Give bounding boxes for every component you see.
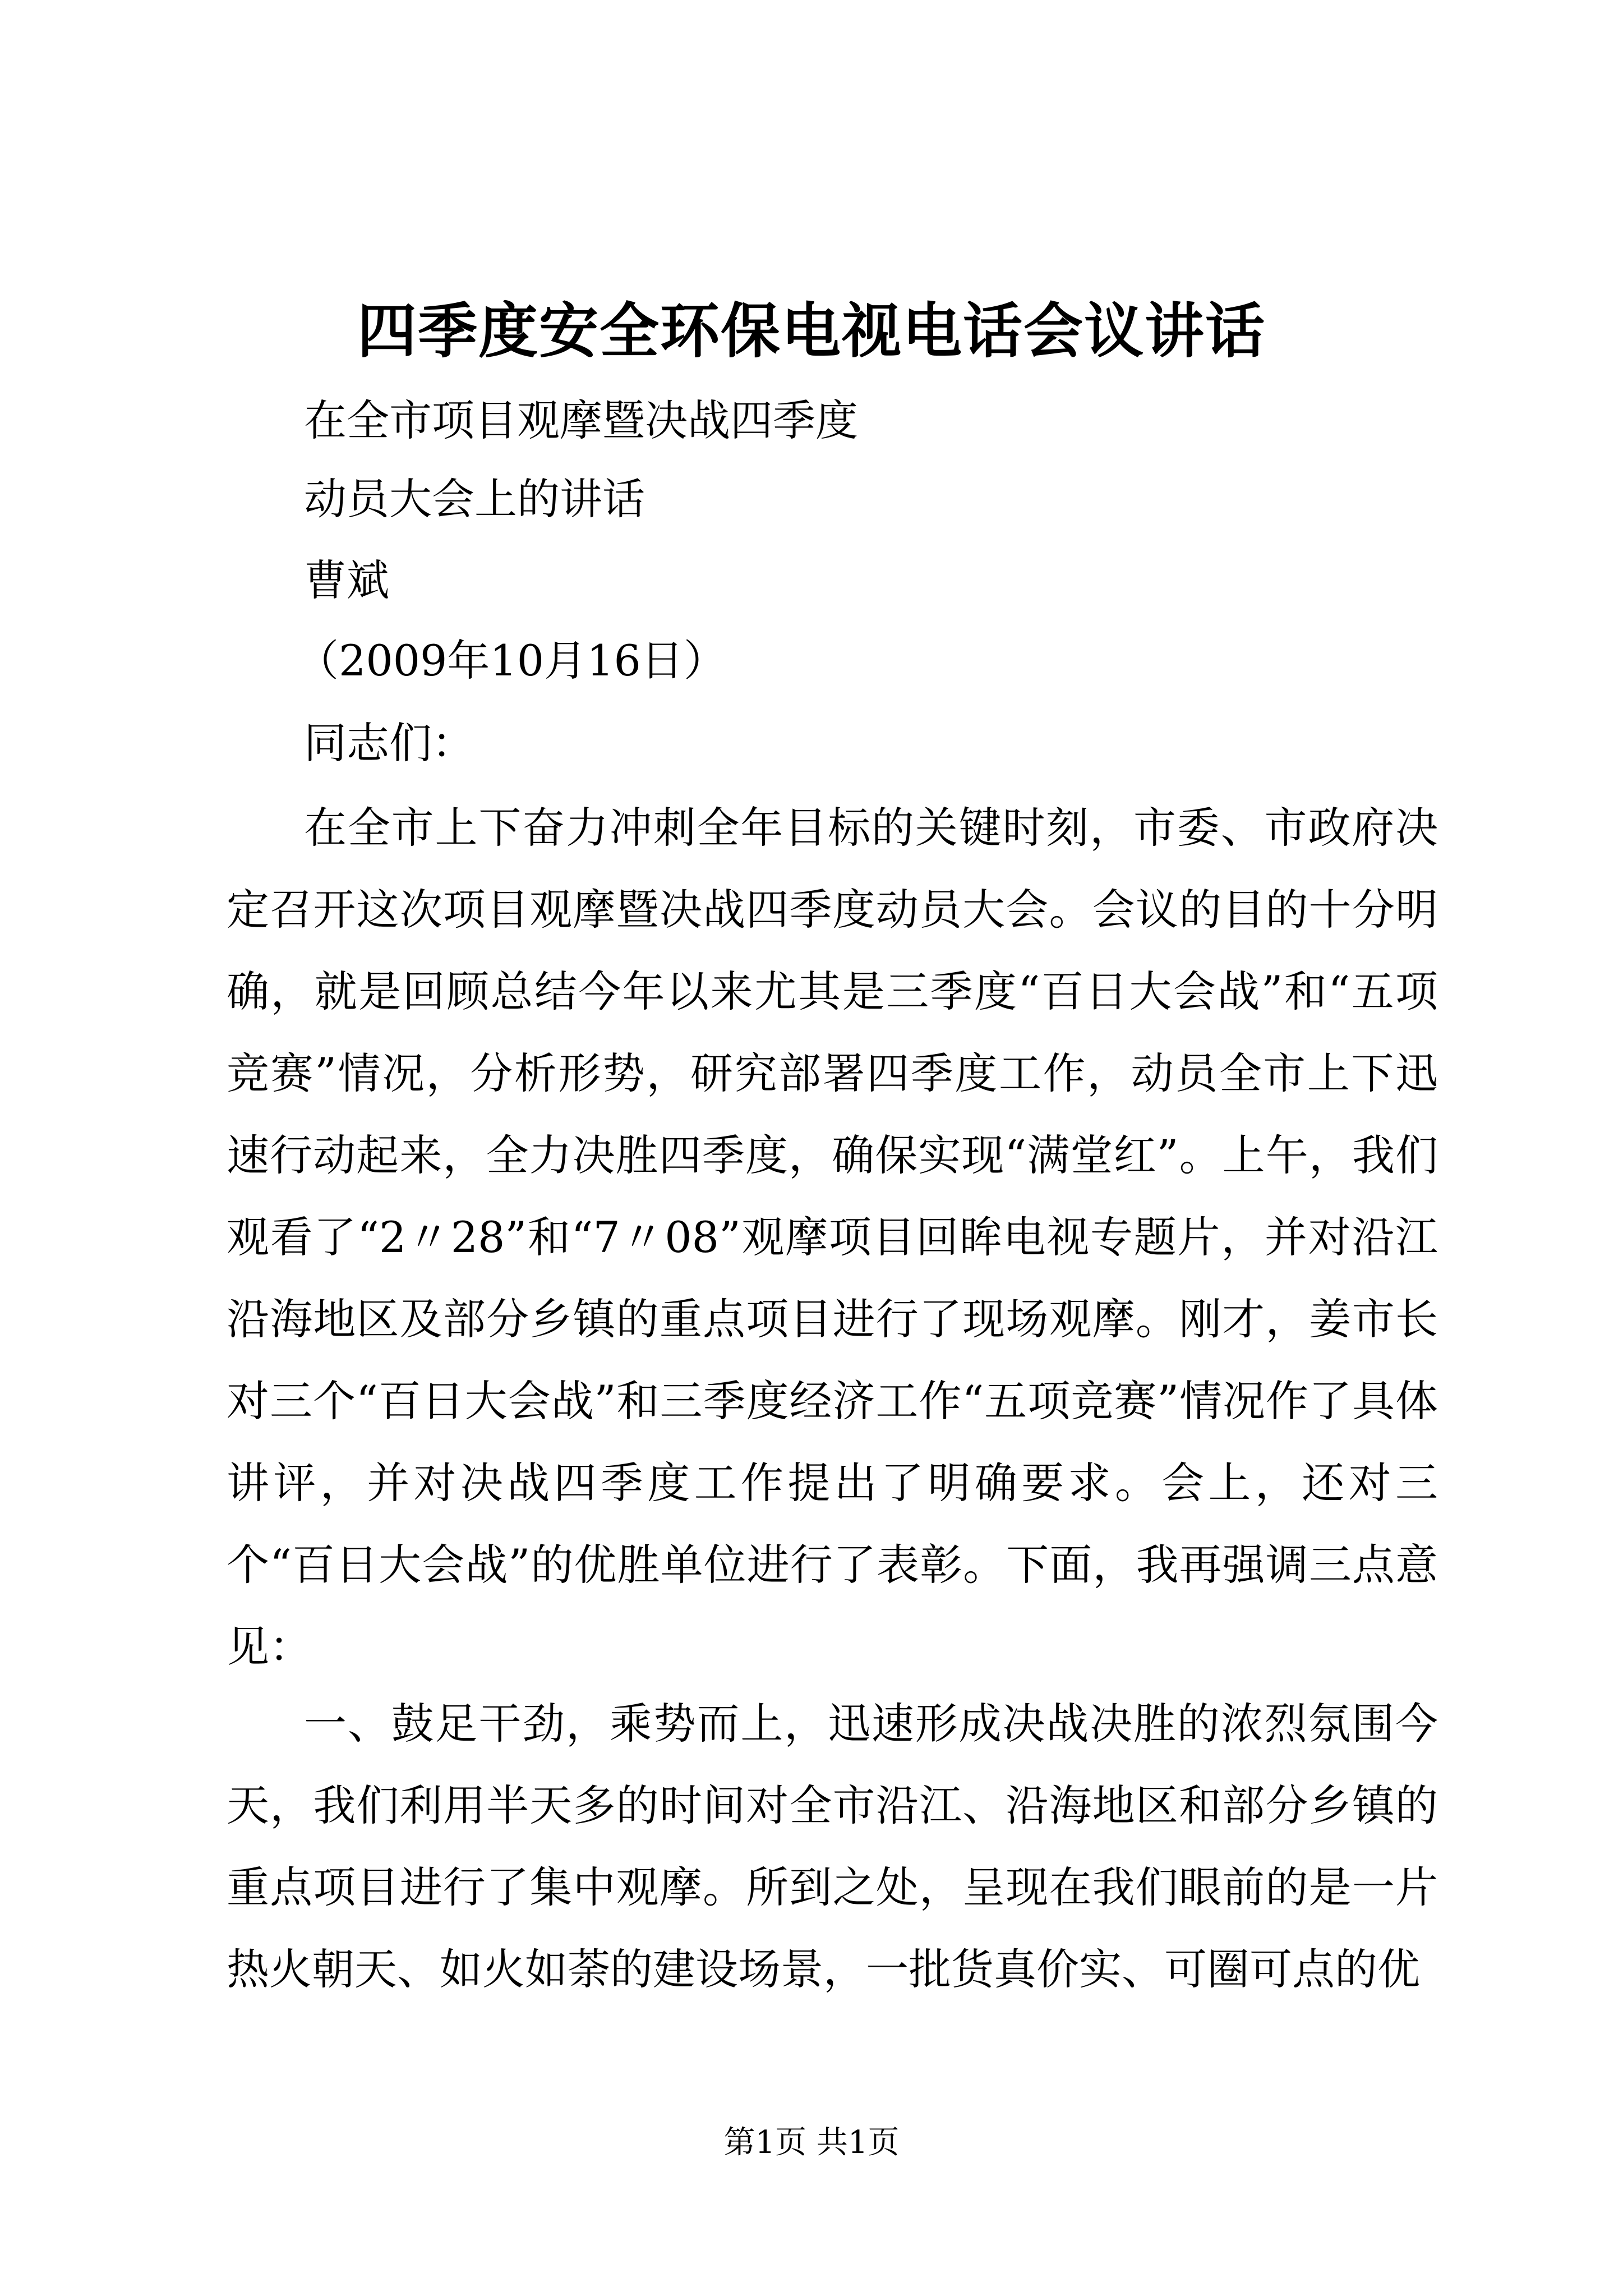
- subtitle-line-1: 在全市项目观摩暨决战四季度: [304, 395, 858, 445]
- speech-date: （2009年10月16日）: [296, 636, 726, 685]
- salutation: 同志们：: [304, 718, 474, 768]
- body-paragraph-1: 在全市上下奋力冲刺全年目标的关键时刻，市委、市政府决定召开这次项目观摩暨决战四季度动员大会。会议的目的十分明确，就是回顾总结今年以来尤其是三季度“百日大会战”和“五项竞赛”情况，分析形势，研究部署四季度工作，动员全市上下迅速行动起来，全力决胜四季度，确保实现“满堂红”。上午，我们观看了“2〃28”和“7〃08”观摩项目回眸电视专题片，并对沿江沿海地区及部分乡镇的重点项目进行了现场观摩。刚才，姜市长对三个“百日大会战”和三季度经济工作“五项竞赛”情况作了具体讲评，并对决战四季度工作提出了明确要求。会上，还对三个“百日大会战”的优胜单位进行了表彰。下面，我再强调三点意见：: [227, 803, 1438, 1672]
- speaker-name: 曹斌: [304, 555, 389, 605]
- subtitle-line-2: 动员大会上的讲话: [304, 474, 645, 524]
- page-footer: 第1页 共1页: [723, 2124, 900, 2161]
- document-title: 四季度安全环保电视电话会议讲话: [357, 296, 1266, 366]
- body-paragraph-2: 一、鼓足干劲，乘势而上，迅速形成决战决胜的浓烈氛围今天，我们利用半天多的时间对全市沿江、沿海地区和部分乡镇的重点项目进行了集中观摩。所到之处，呈现在我们眼前的是一片热火朝天、如火如荼的建设场景，一批货真价实、可圈可点的优: [227, 1699, 1438, 1994]
